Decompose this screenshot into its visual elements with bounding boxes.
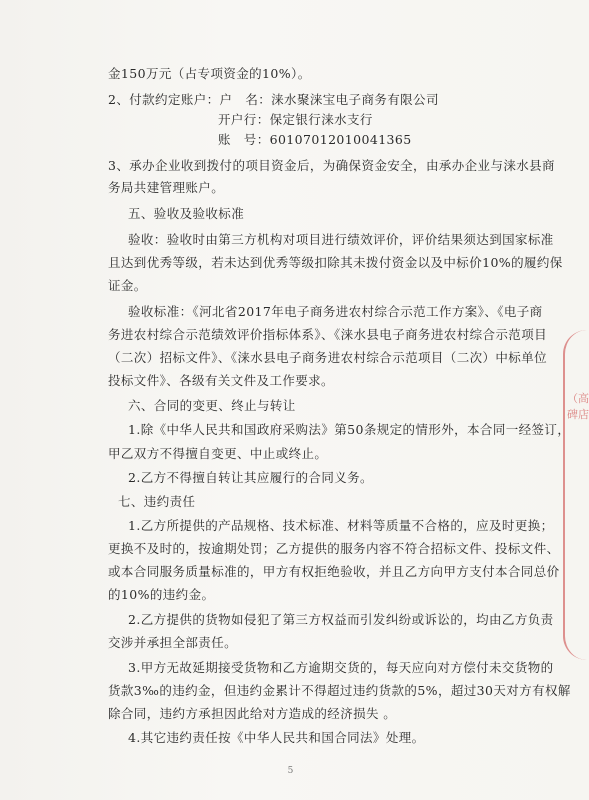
line: 或本合同服务质量标准的，甲方有权拒绝验收，并且乙方向甲方支付本合同总价 (108, 564, 560, 579)
line: 4.其它违约责任按《中华人民共和国合同法》处理。 (128, 730, 425, 745)
line: 3.甲方无故延期接受货物和乙方逾期交货的，每天应向对方偿付未交货物的 (128, 660, 554, 675)
line: 账 号：60107012010041365 (218, 132, 412, 147)
line: 更换不及时的，按逾期处罚；乙方提供的服务内容不符合招标文件、投标文件、 (108, 541, 560, 556)
line: 2、付款约定账户：户 名：涞水聚涞宝电子商务有限公司 (108, 92, 439, 107)
line: 投标文件》、各级有关文件及工作要求。 (108, 373, 334, 388)
line: 且达到优秀等级，若未达到优秀等级扣除其未拨付资金以及中标价10%的履约保 (108, 255, 563, 270)
line: 金150万元（占专项资金的10%）。 (108, 66, 311, 81)
line: 开户行：保定银行涞水支行 (218, 112, 373, 127)
line: 除合同，违约方承担因此给对方造成的经济损失 。 (108, 706, 397, 721)
line: 2.乙方提供的货物如侵犯了第三方权益而引发纠纷或诉讼的，均由乙方负责 (128, 612, 554, 627)
section-heading: 五、验收及验收标准 (128, 206, 245, 221)
line: 1.乙方所提供的产品规格、技术标准、材料等质量不合格的，应及时更换； (128, 518, 554, 533)
line: 1.除《中华人民共和国政府采购法》第50条规定的情形外，本合同一经签订， (128, 422, 571, 437)
line: 2.乙方不得擅自转让其应履行的合同义务。 (128, 470, 373, 485)
line: 务局共建管理账户。 (108, 180, 225, 195)
line: 验收：验收时由第三方机构对项目进行绩效评价，评价结果须达到国家标准 (128, 232, 554, 247)
line: 务进农村综合示范绩效评价指标体系》、《涞水县电子商务进农村综合示范项目 (108, 327, 548, 342)
line: 货款3‰的违约金，但违约金累计不得超过违约货款的5%，超过30天对方有权解 (108, 683, 571, 698)
line: （二次）招标文件》、《涞水县电子商务进农村综合示范项目（二次）中标单位 (108, 350, 548, 365)
page-number: 5 (287, 766, 294, 776)
line: 证金。 (108, 278, 147, 293)
line: 交涉并承担全部责任。 (108, 635, 238, 650)
section-heading: 七、违约责任 (118, 494, 196, 509)
section-heading: 六、合同的变更、终止与转让 (128, 398, 296, 413)
line: 3、承办企业收到拨付的项目资金后，为确保资金安全，由承办企业与涞水县商 (108, 158, 555, 173)
line: 甲乙双方不得擅自变更、中止或终止。 (108, 446, 328, 461)
red-seal-stamp-edge (563, 330, 587, 660)
line: 验收标准：《河北省2017年电子商务进农村综合示范工作方案》、《电子商 (128, 304, 543, 319)
line: 的10%的违约金。 (108, 587, 215, 602)
stamp-text: （高碑店 (567, 392, 589, 421)
